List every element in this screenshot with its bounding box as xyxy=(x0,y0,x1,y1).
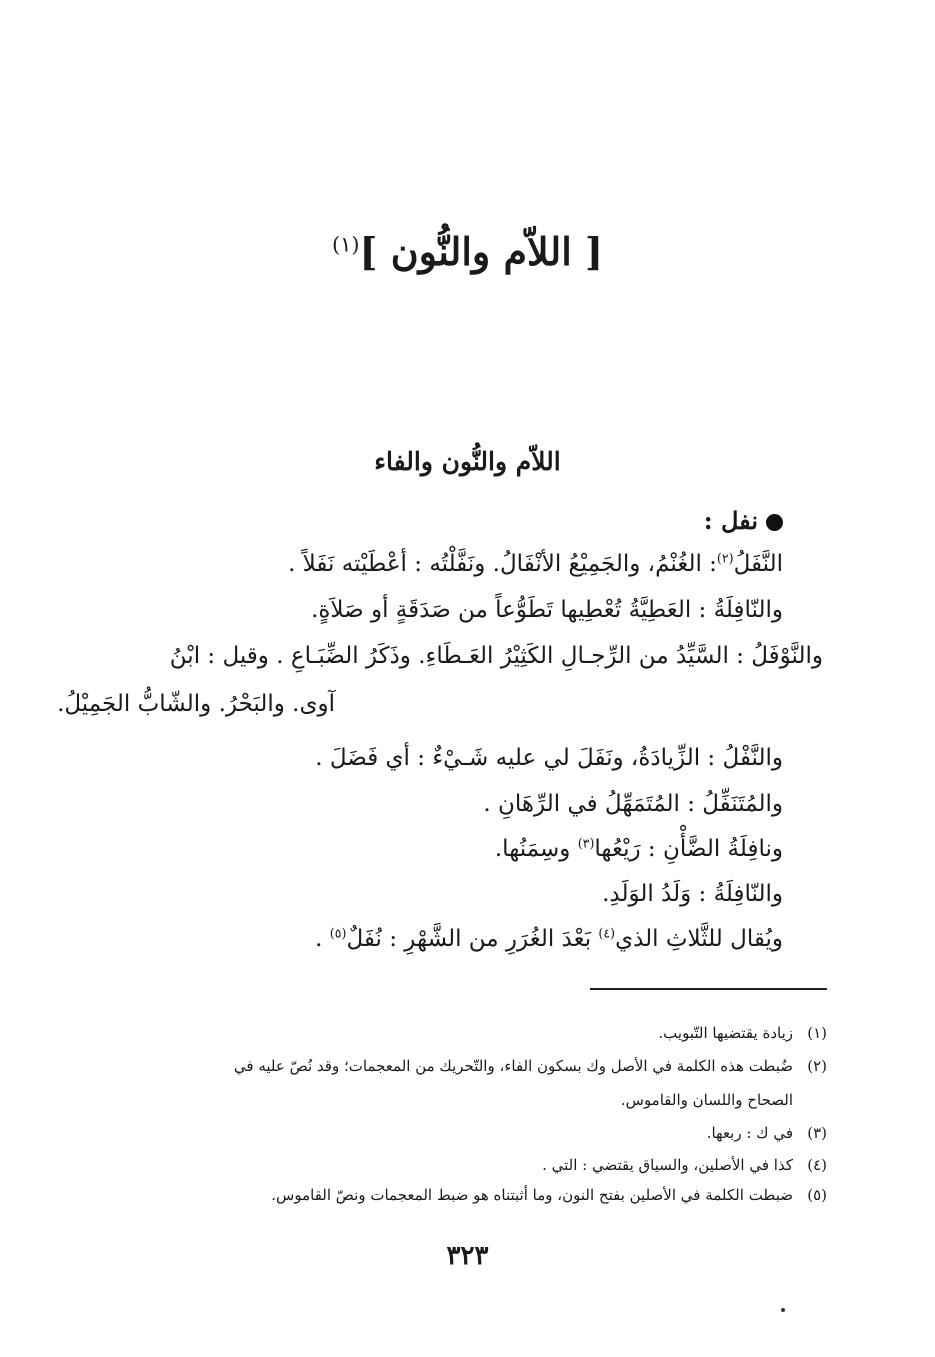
footnote-4: (٤)كذا في الأصلين، والسياق يقتضي : التي . xyxy=(542,1156,827,1174)
section-heading: اللاّم والنُّون والفاء xyxy=(374,447,561,476)
entry-line-2: والنّافِلَةُ : العَطِيَّةُ تُعْطِيها تَطَوُّعاً من صَدَقَةٍ أو صَلاَةٍ. xyxy=(311,597,783,623)
footnote-separator xyxy=(590,988,827,990)
footnote-3: (٣)في ك : ربعها. xyxy=(706,1124,827,1142)
chapter-title-text: [ اللاّم والنُّون ] xyxy=(359,229,604,274)
entry-line-5: والمُتَنَفِّلُ : المُتَمَهِّلُ في الرِّهَانِ . xyxy=(483,791,783,817)
footnote-marker: (٥) xyxy=(329,925,347,941)
root-entry-heading xyxy=(704,503,783,539)
footnote-5: (٥)ضبطت الكلمة في الأصلين بفتح النون، وما أثبتناه هو ضبط المعجمات ونصّ القاموس. xyxy=(271,1186,827,1204)
footnote-2: (٢)ضُبطت هذه الكلمة في الأصل وك بسكون الفاء، والتّحريك من المعجمات؛ وقد نُصّ عليه في xyxy=(233,1057,827,1075)
root-entry-label: نفل : xyxy=(703,506,758,535)
footnote-marker: (٤) xyxy=(598,925,616,941)
footnote-2-continuation: الصحاح واللسان والقاموس. xyxy=(620,1091,793,1109)
entry-line-8: ويُقال للثَّلاثِ الذي$^{(٤)}$ بَعْدَ الغُرَرِ من الشَّهْرِ : نُفَلٌ$^{(٥)}$ . xyxy=(315,925,783,952)
entry-line-7: والنّافِلَةُ : وَلَدُ الوَلَدِ. xyxy=(602,881,783,907)
entry-line-1: النَّفَلُ$^{(٢)}$: الغُنْمُ، والجَمِيْعُ الأنْفَالُ. ونَفَّلْتُه : أعْطَيْته نَفَلاً . xyxy=(288,550,783,577)
chapter-title-footnote-marker: (١) xyxy=(331,232,360,257)
entry-line-4: والنَّفْلُ : الزِّيادَةُ، ونَفَلَ لي عليه شَـيْءٌ : أي فَضَلَ . xyxy=(315,745,783,771)
footnote-marker: (٣) xyxy=(577,835,595,851)
entry-line-3-continuation: آوى. والبَحْرُ. والشّابُّ الجَمِيْلُ. xyxy=(57,691,335,717)
bullet-icon xyxy=(766,514,783,531)
chapter-title xyxy=(0,222,935,282)
footnote-1: (١)زيادة يقتضيها التّبويب. xyxy=(658,1024,827,1042)
page-number: ٣٢٣ xyxy=(446,1241,489,1271)
footnote-marker: (٢) xyxy=(716,550,734,566)
entry-line-6: ونافِلَةُ الضَّأْنِ : رَيْعُها$^{(٣)}$ وسِمَنُها. xyxy=(494,835,783,862)
scan-speck xyxy=(781,1308,785,1312)
entry-line-3: والنَّوْفَلُ : السَّيِّدُ من الرِّجـالِ الكَثِيْرُ العَـطَاءِ. وذَكَرُ الضِّبَـاعِ . وقيل : ابْنُ xyxy=(169,643,823,669)
